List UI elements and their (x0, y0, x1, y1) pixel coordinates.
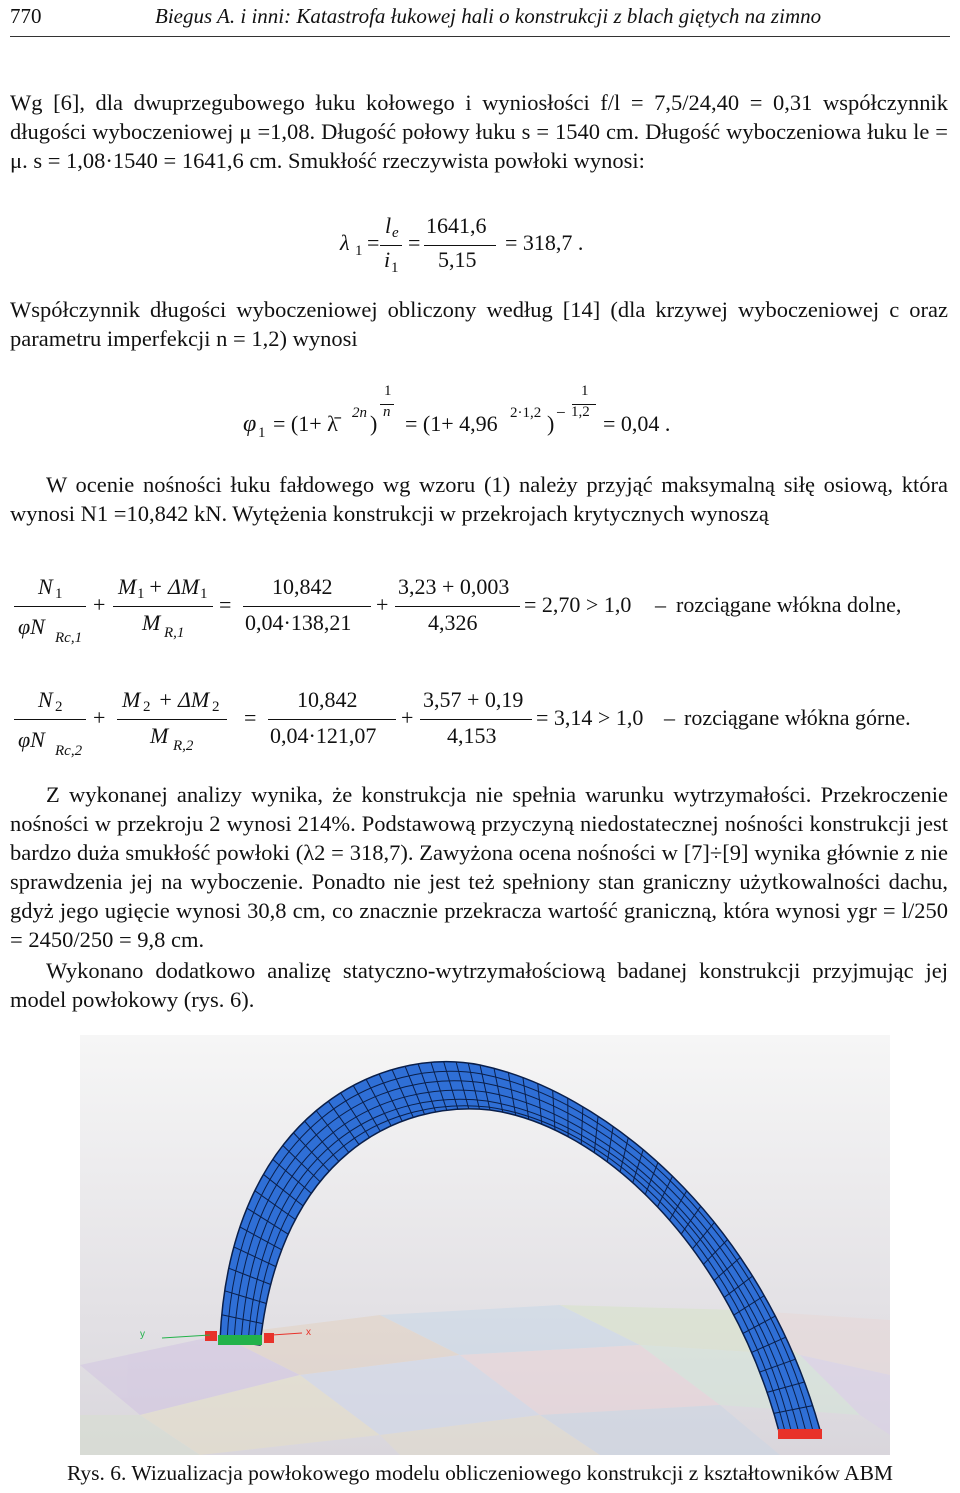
eq-n2-f2-num-sub-b: 2 (212, 699, 220, 715)
eq-phi-result: = 0,04 . (603, 411, 671, 436)
eq-n1-f4-den: 4,326 (428, 610, 478, 635)
eq-lambda-result: = 318,7 . (505, 230, 584, 255)
figure-caption: Rys. 6. Wizualizacja powłokowego modelu obliczeniowego konstrukcji z kształtowników ABM (66, 1461, 894, 1485)
eq-n2-f2-num: M (122, 687, 141, 712)
eq-equals: = (244, 705, 257, 730)
eq-n2-f4-num: 3,57 + 0,19 (423, 687, 524, 712)
eq-n1-note: rozciągane włókna dolne, (676, 592, 902, 617)
eq-lambda-den: i (384, 247, 391, 272)
eq-lambda-num-sub: e (392, 225, 399, 241)
eq-lambda-num-val: 1641,6 (426, 213, 487, 238)
equation-lambda (0, 205, 960, 285)
eq-phi-part2: = (1+ 4,96 (405, 411, 498, 436)
paragraph-5 (10, 956, 948, 1014)
eq-n1-f2-num-b: + ΔM (148, 574, 200, 599)
eq-lambda-lhs: λ (340, 230, 350, 255)
eq-n2-result: = 3,14 > 1,0 (536, 705, 644, 730)
equation-n2 (0, 683, 960, 773)
eq-phi-outer2: − (556, 403, 566, 422)
figure-arch-model (80, 1035, 890, 1455)
dash: – (655, 592, 666, 617)
eq-n1-f2-num-sub-b: 1 (200, 586, 208, 602)
eq-plus: + (93, 705, 106, 730)
eq-phi-close1: ) (370, 411, 378, 436)
eq-n1-f1-den-sub: Rc,1 (55, 630, 83, 646)
eq-equals: = (408, 230, 421, 255)
equation-n1 (0, 570, 960, 660)
eq-n1-f3-num: 10,842 (272, 574, 333, 599)
paragraph-5-text: Wykonano dodatkowo analizę statyczno-wytrzymałościową badanej konstrukcji przyjmując jej model powłokowy (rys. 6). (10, 958, 948, 1012)
eq-n1-f1-num-sub: 1 (55, 586, 63, 602)
eq-phi-outer2-den: 1,2 (571, 404, 590, 420)
eq-n1-result: = 2,70 > 1,0 (524, 592, 632, 617)
fraction-bar (117, 719, 227, 720)
page-number: 770 (10, 4, 42, 28)
eq-n2-f2-den: M (150, 723, 169, 748)
fraction-bar (380, 245, 402, 246)
eq-lambda-lhs-sub: 1 (355, 243, 363, 259)
fraction-bar (113, 606, 213, 607)
paragraph-3 (10, 470, 948, 528)
eq-n2-note: rozciągane włókna górne. (684, 705, 911, 730)
paragraph-4-text: Z wykonanej analizy wynika, że konstrukcja nie spełnia warunku wytrzymałości. Przekroczenie nośności w przekroju 2 wynosi 214%. Podstawową przyczyną niedostatecznej nośności konstrukcji jest bardzo duża smukłość powłoki (λ2 = 318,7). Zawyżona ocena nośności w [7]÷[9] wynika głównie z nie sprawdzenia jej na wyboczenie. Ponadto nie jest też spełniony stan graniczny użytkowalności dachu, gdyż jego ugięcie wynosi 30,8 cm, co znacznie przekracza wartość graniczną, która wynosi ygr = l/250 = 2450/250 = 9,8 cm. (10, 782, 948, 952)
eq-n1-f1-den: φN (18, 614, 45, 639)
eq-n1-f2-num: M (118, 574, 137, 599)
eq-phi-close2: ) (547, 411, 555, 436)
eq-phi-exp-n: n (383, 404, 391, 420)
eq-n2-f2-num-b: + ΔM (158, 687, 210, 712)
eq-n2-f4-den: 4,153 (447, 723, 497, 748)
eq-n1-f1-num: N (38, 574, 53, 599)
fraction-bar (14, 719, 86, 720)
eq-n2-f2-num-sub: 2 (143, 699, 151, 715)
fraction-bar (14, 606, 86, 607)
eq-n2-f3-den: 0,04·121,07 (270, 723, 377, 748)
paragraph-4 (10, 780, 948, 954)
eq-lambda-num: l (385, 213, 392, 238)
supports-right (778, 1429, 822, 1439)
eq-plus: + (93, 592, 106, 617)
arch-model-illustration (80, 1035, 890, 1455)
fraction-bar (268, 719, 396, 720)
fraction-bar (395, 606, 520, 607)
eq-plus: + (401, 705, 414, 730)
axis-y-label: y (140, 1329, 145, 1340)
eq-equals: = (219, 592, 232, 617)
eq-equals: = (367, 230, 380, 255)
eq-n1-f3-den: 0,04·138,21 (245, 610, 352, 635)
eq-phi-exp2: 2·1,2 (510, 405, 542, 421)
eq-n2-f1-den-sub: Rc,2 (55, 743, 83, 759)
eq-phi-lhs-sub: 1 (258, 425, 266, 441)
eq-n2-f2-den-sub: R,2 (173, 738, 194, 754)
paragraph-1: Wg [6], dla dwuprzegubowego łuku kołowego i wyniosłości f/l = 7,5/24,40 = 0,31 współczynnik długości wyboczeniowej μ =1,08. Długość połowy łuku s = 1540 cm. Długość wyboczeniowa łuku le = μ. s = 1,08·1540 = 1641,6 cm. Smukłość rzeczywista powłoki wynosi: (10, 90, 948, 173)
equation-phi (0, 375, 960, 455)
fraction-bar (424, 245, 496, 246)
eq-n2-f3-num: 10,842 (297, 687, 358, 712)
fraction-bar (243, 606, 371, 607)
running-title: Biegus A. i inni: Katastrofa łukowej hali o konstrukcji z blach giętych na zimno (155, 4, 822, 28)
eq-plus: + (376, 592, 389, 617)
eq-phi-exp1: 2n (352, 405, 367, 421)
eq-n2-f1-den: φN (18, 727, 45, 752)
eq-n2-f1-num-sub: 2 (55, 699, 63, 715)
eq-n1-f2-num-sub: 1 (137, 586, 145, 602)
eq-n1-f4-num: 3,23 + 0,003 (398, 574, 510, 599)
eq-phi-part1: = (1+ λ̄ (273, 411, 338, 436)
eq-phi-outer1-num: 1 (384, 383, 392, 399)
running-header (10, 2, 950, 37)
paragraph-3-text: W ocenie nośności łuku fałdowego wg wzoru (1) należy przyjąć maksymalną siłę osiową, która wynosi N1 =10,842 kN. Wytężenia konstrukcji w przekrojach krytycznych wynoszą (10, 472, 948, 526)
eq-n1-f2-den-sub: R,1 (164, 625, 185, 641)
axis-x-label: x (306, 1327, 311, 1338)
eq-lambda-den-val: 5,15 (438, 247, 477, 272)
eq-lambda-den-sub: 1 (391, 260, 399, 276)
eq-phi-outer2-num: 1 (581, 383, 589, 399)
fraction-bar (420, 719, 532, 720)
dash: – (664, 705, 675, 730)
eq-n1-f2-den: M (142, 610, 161, 635)
paragraph-2: Współczynnik długości wyboczeniowej obliczony według [14] (dla krzywej wyboczeniowej c oraz parametru imperfekcji n = 1,2) wynosi (10, 297, 948, 351)
eq-phi-lhs: φ (243, 411, 257, 437)
eq-n2-f1-num: N (38, 687, 53, 712)
